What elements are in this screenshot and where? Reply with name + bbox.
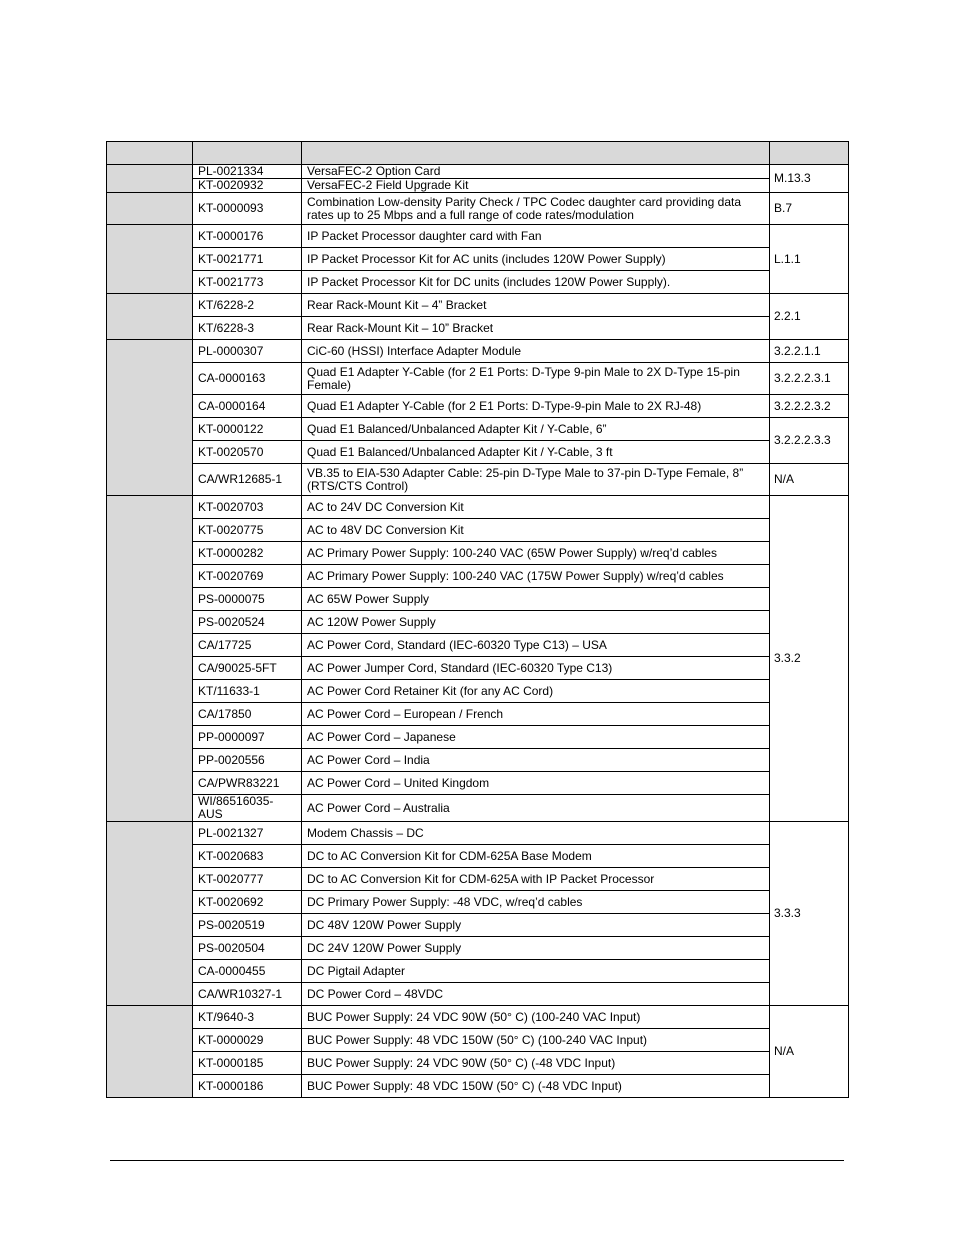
section-reference-cell: 3.3.2 bbox=[770, 496, 849, 822]
table-row bbox=[107, 772, 849, 795]
part-number-cell: CA/WR10327-1 bbox=[193, 983, 302, 1006]
table-row bbox=[107, 225, 849, 248]
table-row bbox=[107, 914, 849, 937]
table-row bbox=[107, 611, 849, 634]
part-number-cell: KT-0020777 bbox=[193, 868, 302, 891]
table-row bbox=[107, 294, 849, 317]
description-cell: IP Packet Processor Kit for DC units (includes 120W Power Supply). bbox=[302, 271, 770, 294]
header-cell-description bbox=[302, 142, 770, 165]
table-row bbox=[107, 165, 849, 179]
parts-table bbox=[106, 141, 849, 1098]
table-row bbox=[107, 983, 849, 1006]
section-reference-cell: M.13.3 bbox=[770, 165, 849, 193]
part-number-cell: CA-0000455 bbox=[193, 960, 302, 983]
table-row bbox=[107, 395, 849, 418]
part-number-cell: CA-0000164 bbox=[193, 395, 302, 418]
table-row bbox=[107, 845, 849, 868]
description-cell: AC to 24V DC Conversion Kit bbox=[302, 496, 770, 519]
description-cell: DC to AC Conversion Kit for CDM-625A Base Modem bbox=[302, 845, 770, 868]
description-cell: Quad E1 Balanced/Unbalanced Adapter Kit / Y-Cable, 6” bbox=[302, 418, 770, 441]
description-cell: BUC Power Supply: 24 VDC 90W (50° C) (-48 VDC Input) bbox=[302, 1052, 770, 1075]
table-row bbox=[107, 703, 849, 726]
table-row bbox=[107, 937, 849, 960]
part-number-cell: CA-0000163 bbox=[193, 363, 302, 395]
part-number-cell: PP-0020556 bbox=[193, 749, 302, 772]
table-row bbox=[107, 1075, 849, 1098]
description-cell: IP Packet Processor Kit for AC units (includes 120W Power Supply) bbox=[302, 248, 770, 271]
part-number-cell: PL-0021334 bbox=[193, 165, 302, 179]
table-row bbox=[107, 248, 849, 271]
part-number-cell: CA/90025-5FT bbox=[193, 657, 302, 680]
table-row bbox=[107, 749, 849, 772]
description-cell: Rear Rack-Mount Kit – 10” Bracket bbox=[302, 317, 770, 340]
part-number-cell: KT-0020570 bbox=[193, 441, 302, 464]
description-cell: AC Primary Power Supply: 100-240 VAC (175W Power Supply) w/req’d cables bbox=[302, 565, 770, 588]
description-cell: BUC Power Supply: 48 VDC 150W (50° C) (-48 VDC Input) bbox=[302, 1075, 770, 1098]
description-cell: DC Primary Power Supply: -48 VDC, w/req’d cables bbox=[302, 891, 770, 914]
description-cell: AC 65W Power Supply bbox=[302, 588, 770, 611]
description-cell: VersaFEC-2 Field Upgrade Kit bbox=[302, 179, 770, 193]
section-reference-cell: B.7 bbox=[770, 193, 849, 225]
description-cell: Quad E1 Balanced/Unbalanced Adapter Kit / Y-Cable, 3 ft bbox=[302, 441, 770, 464]
table-row bbox=[107, 363, 849, 395]
table-row bbox=[107, 726, 849, 749]
table-row bbox=[107, 441, 849, 464]
category-cell bbox=[107, 822, 193, 1006]
table-row bbox=[107, 565, 849, 588]
section-reference-cell: 3.2.2.2.3.3 bbox=[770, 418, 849, 464]
table-row bbox=[107, 868, 849, 891]
description-cell: BUC Power Supply: 48 VDC 150W (50° C) (100-240 VAC Input) bbox=[302, 1029, 770, 1052]
table-row bbox=[107, 657, 849, 680]
table-row bbox=[107, 317, 849, 340]
part-number-cell: KT/11633-1 bbox=[193, 680, 302, 703]
section-reference-cell: 3.2.2.2.3.2 bbox=[770, 395, 849, 418]
category-cell bbox=[107, 294, 193, 340]
description-cell: Quad E1 Adapter Y-Cable (for 2 E1 Ports: D-Type 9-pin Male to 2X D-Type 15-pin Female) bbox=[302, 363, 770, 395]
table-row bbox=[107, 891, 849, 914]
category-cell bbox=[107, 1006, 193, 1098]
description-cell: AC 120W Power Supply bbox=[302, 611, 770, 634]
description-cell: Combination Low-density Parity Check / TPC Codec daughter card providing data rates up to 25 Mbps and a full range of code rates/modulation bbox=[302, 193, 770, 225]
section-reference-cell: 3.3.3 bbox=[770, 822, 849, 1006]
part-number-cell: CA/17725 bbox=[193, 634, 302, 657]
part-number-cell: PL-0000307 bbox=[193, 340, 302, 363]
description-cell: VB.35 to EIA-530 Adapter Cable: 25-pin D-Type Male to 37-pin D-Type Female, 8” (RTS/CTS Control) bbox=[302, 464, 770, 496]
table-row bbox=[107, 1029, 849, 1052]
description-cell: Modem Chassis – DC bbox=[302, 822, 770, 845]
table-row bbox=[107, 542, 849, 565]
part-number-cell: KT/6228-2 bbox=[193, 294, 302, 317]
part-number-cell: KT-0020683 bbox=[193, 845, 302, 868]
part-number-cell: PP-0000097 bbox=[193, 726, 302, 749]
part-number-cell: KT/9640-3 bbox=[193, 1006, 302, 1029]
header-cell-category bbox=[107, 142, 193, 165]
table-row bbox=[107, 271, 849, 294]
part-number-cell: KT-0000176 bbox=[193, 225, 302, 248]
description-cell: AC Power Cord – Australia bbox=[302, 795, 770, 822]
table-row bbox=[107, 1052, 849, 1075]
table-row bbox=[107, 960, 849, 983]
part-number-cell: CA/17850 bbox=[193, 703, 302, 726]
description-cell: AC Power Jumper Cord, Standard (IEC-60320 Type C13) bbox=[302, 657, 770, 680]
table-row bbox=[107, 588, 849, 611]
table-row bbox=[107, 680, 849, 703]
part-number-cell: KT-0000093 bbox=[193, 193, 302, 225]
table-row bbox=[107, 496, 849, 519]
description-cell: VersaFEC-2 Option Card bbox=[302, 165, 770, 179]
table-row bbox=[107, 634, 849, 657]
description-cell: AC Power Cord – European / French bbox=[302, 703, 770, 726]
table-row bbox=[107, 1006, 849, 1029]
description-cell: AC Power Cord – India bbox=[302, 749, 770, 772]
section-reference-cell: N/A bbox=[770, 464, 849, 496]
section-reference-cell: 3.2.2.1.1 bbox=[770, 340, 849, 363]
part-number-cell: PS-0020504 bbox=[193, 937, 302, 960]
part-number-cell: KT-0020703 bbox=[193, 496, 302, 519]
table-row bbox=[107, 822, 849, 845]
section-reference-cell: N/A bbox=[770, 1006, 849, 1098]
parts-table-body bbox=[107, 142, 849, 1098]
table-row bbox=[107, 193, 849, 225]
description-cell: DC Pigtail Adapter bbox=[302, 960, 770, 983]
part-number-cell: PS-0020524 bbox=[193, 611, 302, 634]
category-cell bbox=[107, 225, 193, 294]
category-cell bbox=[107, 496, 193, 822]
description-cell: DC 24V 120W Power Supply bbox=[302, 937, 770, 960]
part-number-cell: KT-0000029 bbox=[193, 1029, 302, 1052]
part-number-cell: KT-0020932 bbox=[193, 179, 302, 193]
part-number-cell: KT-0000185 bbox=[193, 1052, 302, 1075]
description-cell: AC Power Cord, Standard (IEC-60320 Type C13) – USA bbox=[302, 634, 770, 657]
part-number-cell: CA/PWR83221 bbox=[193, 772, 302, 795]
table-row bbox=[107, 179, 849, 193]
description-cell: DC 48V 120W Power Supply bbox=[302, 914, 770, 937]
part-number-cell: KT-0000186 bbox=[193, 1075, 302, 1098]
part-number-cell: CA/WR12685-1 bbox=[193, 464, 302, 496]
part-number-cell: PS-0020519 bbox=[193, 914, 302, 937]
part-number-cell: KT-0000282 bbox=[193, 542, 302, 565]
part-number-cell: PS-0000075 bbox=[193, 588, 302, 611]
description-cell: CiC-60 (HSSI) Interface Adapter Module bbox=[302, 340, 770, 363]
description-cell: AC Power Cord – United Kingdom bbox=[302, 772, 770, 795]
part-number-cell: KT-0000122 bbox=[193, 418, 302, 441]
table-row bbox=[107, 340, 849, 363]
table-row bbox=[107, 519, 849, 542]
part-number-cell: WI/86516035-AUS bbox=[193, 795, 302, 822]
part-number-cell: KT-0021773 bbox=[193, 271, 302, 294]
footer-rule bbox=[110, 1160, 844, 1161]
part-number-cell: KT-0020692 bbox=[193, 891, 302, 914]
category-cell bbox=[107, 165, 193, 193]
part-number-cell: KT-0021771 bbox=[193, 248, 302, 271]
part-number-cell: PL-0021327 bbox=[193, 822, 302, 845]
section-reference-cell: 2.2.1 bbox=[770, 294, 849, 340]
description-cell: AC Power Cord Retainer Kit (for any AC Cord) bbox=[302, 680, 770, 703]
section-reference-cell: L.1.1 bbox=[770, 225, 849, 294]
description-cell: AC to 48V DC Conversion Kit bbox=[302, 519, 770, 542]
description-cell: IP Packet Processor daughter card with Fan bbox=[302, 225, 770, 248]
description-cell: AC Primary Power Supply: 100-240 VAC (65W Power Supply) w/req’d cables bbox=[302, 542, 770, 565]
category-cell bbox=[107, 193, 193, 225]
description-cell: AC Power Cord – Japanese bbox=[302, 726, 770, 749]
table-row bbox=[107, 418, 849, 441]
part-number-cell: KT/6228-3 bbox=[193, 317, 302, 340]
part-number-cell: KT-0020775 bbox=[193, 519, 302, 542]
category-cell bbox=[107, 340, 193, 496]
section-reference-cell: 3.2.2.2.3.1 bbox=[770, 363, 849, 395]
description-cell: DC to AC Conversion Kit for CDM-625A with IP Packet Processor bbox=[302, 868, 770, 891]
description-cell: DC Power Cord – 48VDC bbox=[302, 983, 770, 1006]
table-row bbox=[107, 795, 849, 822]
table-header-row bbox=[107, 142, 849, 165]
table-row bbox=[107, 464, 849, 496]
part-number-cell: KT-0020769 bbox=[193, 565, 302, 588]
description-cell: Rear Rack-Mount Kit – 4” Bracket bbox=[302, 294, 770, 317]
header-cell-part-number bbox=[193, 142, 302, 165]
header-cell-section bbox=[770, 142, 849, 165]
description-cell: BUC Power Supply: 24 VDC 90W (50° C) (100-240 VAC Input) bbox=[302, 1006, 770, 1029]
description-cell: Quad E1 Adapter Y-Cable (for 2 E1 Ports: D-Type-9-pin Male to 2X RJ-48) bbox=[302, 395, 770, 418]
